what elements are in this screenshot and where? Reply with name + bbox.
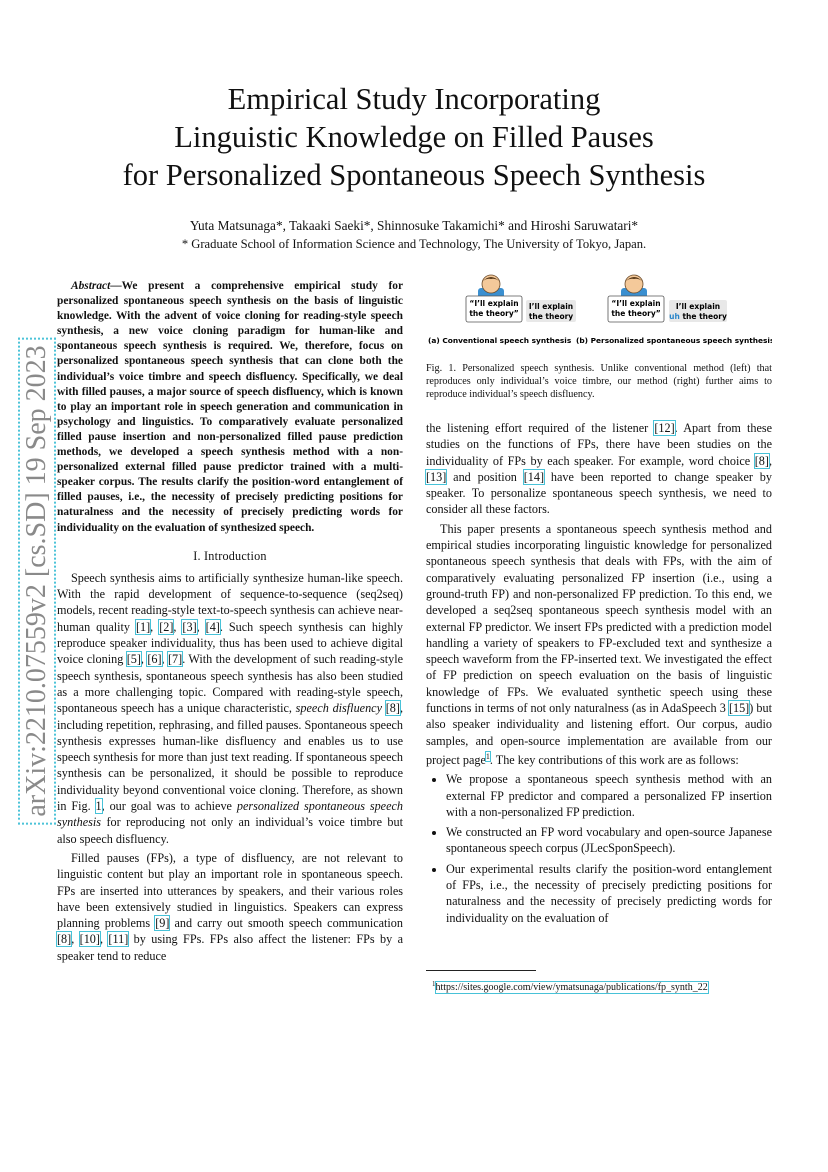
abstract-label: Abstract <box>71 280 111 292</box>
output-b-line2 <box>669 312 727 321</box>
left-column <box>57 279 403 967</box>
filled-pause-word: uh <box>669 312 680 321</box>
title-line: for Personalized Spontaneous Speech Synthesis <box>122 158 706 192</box>
list-item: • We constructed an FP word vocabulary and open-source Japanese spontaneous speech corpus (JLecSponSpeech). <box>446 824 772 857</box>
paper-title <box>0 80 828 194</box>
right-column <box>426 420 772 930</box>
title-line: Empirical Study Incorporating <box>227 82 601 116</box>
footnote-rule <box>426 970 536 971</box>
paragraph: This paper presents a spontaneous speech synthesis method and empirical studies incorporating linguistic knowledge for personalized spontaneous speech synthesis that deals with FPs, with the aim of comparatively evaluating personalized FP insertion (i.e., using a ground-truth FP) and non-personalized FP prediction. To this end, we developed a seq2seq spontaneous speech synthesis model with an external FP predictor. We insert FPs predicted with a prediction model handling a variety of speakers to FP-excluded text and synthesize a speech waveform from the FP-inserted text. We investigated the effect of FP prediction on speech evaluation on the basis of linguistic knowledge of FPs. We evaluated synthetic speech using these functions in terms of not only naturalness (as in AdaSpeech 3 [15]) but also speaker individuality and listening effort. Our corpus, audio samples, and open-source implementation are available from our project page$^1$. The key contributions of this work are as follows: <box>426 521 772 767</box>
arxiv-sidebar-stamp <box>20 336 54 826</box>
list-item: • We propose a spontaneous speech synthesis method with an external FP predictor and compared a personalized FP insertion with a non-personalized FP prediction. <box>446 771 772 820</box>
affiliation: * Graduate School of Information Science and Technology, The University of Tokyo, Japan. <box>181 237 647 251</box>
abstract-text: —We present a comprehensive empirical study for personalized spontaneous speech synthesis on the basis of linguistic knowledge. With the advent of voice cloning for reading-style speech synthesis, a new voice cloning paradigm for human-like and spontaneous speech synthesis is required. We, therefore, focus on personalized spontaneous speech synthesis that can clone both the individual’s voice timbre and speech disfluency. Specifically, we deal with filled pauses, a major source of speech disfluency, which is known to play an important role in speech generation and communication in psychology and linguistics. To comparatively evaluate personalized filled pause insertion and non-personalized filled pause prediction methods, we developed a speech synthesis method with a non-personalized external filled pause predictor trained with a multi-speaker corpus. The results clarify the position-word entanglement of filled pauses, i.e., the necessity of precisely predicting positions for naturalness and the necessity of precisely predicting words for individuality on the evaluation of synthesized speech. <box>57 280 403 534</box>
footnote <box>432 978 708 994</box>
bubble-b-line1: “I’ll explain <box>611 299 661 308</box>
contribution-list <box>426 771 772 926</box>
footnote-link[interactable]: https://sites.google.com/view/ymatsunaga/publications/fp_synth_22 <box>435 982 708 994</box>
figure-1 <box>426 272 772 352</box>
figure-caption: Fig. 1. Personalized speech synthesis. Unlike conventional method (left) that reproduces only individual’s voice timbre, our method (right) further aims to reproduce individual’s speech disfluency. <box>426 363 772 401</box>
output-a-line2: the theory <box>528 312 574 321</box>
section-title: I. Introduction <box>193 548 267 563</box>
bubble-a-line2: the theory” <box>469 309 519 318</box>
output-b-line1: I’ll explain <box>675 302 721 311</box>
authors: Yuta Matsunaga*, Takaaki Saeki*, Shinnosuke Takamichi* and Hiroshi Saruwatari* <box>189 218 639 233</box>
footnote-mark: 1 <box>432 980 436 988</box>
paragraph: Filled pauses (FPs), a type of disfluency, are not relevant to linguistic content but play an important role in spontaneous speech. FPs are inserted into utterances by speakers, and their various roles have been extensively studied in linguistics. Speakers can express planning problems [9] and carry out smooth speech communication [8], [10], [11] by using FPs. FPs also affect the listener: FPs by a speaker tend to reduce <box>57 850 403 963</box>
output-b-rest: the theory <box>679 312 727 321</box>
paragraph: Speech synthesis aims to artificially synthesize human-like speech. With the rapid development of sequence-to-sequence (seq2seq) models, recent reading-style text-to-speech synthesis can achieve near-human quality [1], [2], [3], [4]. Such speech synthesis can highly reproduce speaker individuality, thus has been used to achieve digital voice cloning [5], [6], [7]. With the development of such reading-style speech synthesis, spontaneous speech synthesis has also been studied as a more challenging topic. Compared with reading-style speech, spontaneous speech has a unique characteristic, speech disfluency [8], including repetition, rephrasing, and filled pauses. Spontaneous speech synthesis expresses human-like disfluency and enables us to use speech synthesis for more than just text reading. If spontaneous speech synthesis can be personalized, it should be possible to reproduce individuality beyond conventional voice cloning. Therefore, as shown in Fig. 1, our goal was to achieve personalized spontaneous speech synthesis for reproducing not only an individual’s voice timbre but also speech disfluency. <box>57 570 404 846</box>
bubble-a-line1: “I’ll explain <box>469 299 519 308</box>
output-a-line1: I’ll explain <box>528 302 574 311</box>
bubble-b-line2: the theory” <box>611 309 661 318</box>
subcaption-a: (a) Conventional speech synthesis <box>428 336 572 345</box>
figure-illustration <box>426 272 772 352</box>
abstract <box>57 279 403 536</box>
title-line: Linguistic Knowledge on Filled Pauses <box>174 120 654 154</box>
list-item: • Our experimental results clarify the position-word entanglement of FPs, i.e., the necessity of precisely predicting positions for naturalness and the necessity of precisely predicting words for individuality on the evaluation of <box>446 861 772 926</box>
arxiv-id: arXiv:2210.07559v2 [cs.SD] 19 Sep 2023 <box>18 337 56 824</box>
paragraph: the listening effort required of the listener [12]. Apart from these studies on the functions of FPs, there have been studies on the individuality of FPs by each speaker. For example, word choice [8], [13] and position [14] have been reported to change speaker by speaker. To personalize spontaneous speech synthesis, we need to consider all these factors. <box>426 421 773 517</box>
subcaption-b: (b) Personalized spontaneous speech synthesis <box>576 336 772 345</box>
